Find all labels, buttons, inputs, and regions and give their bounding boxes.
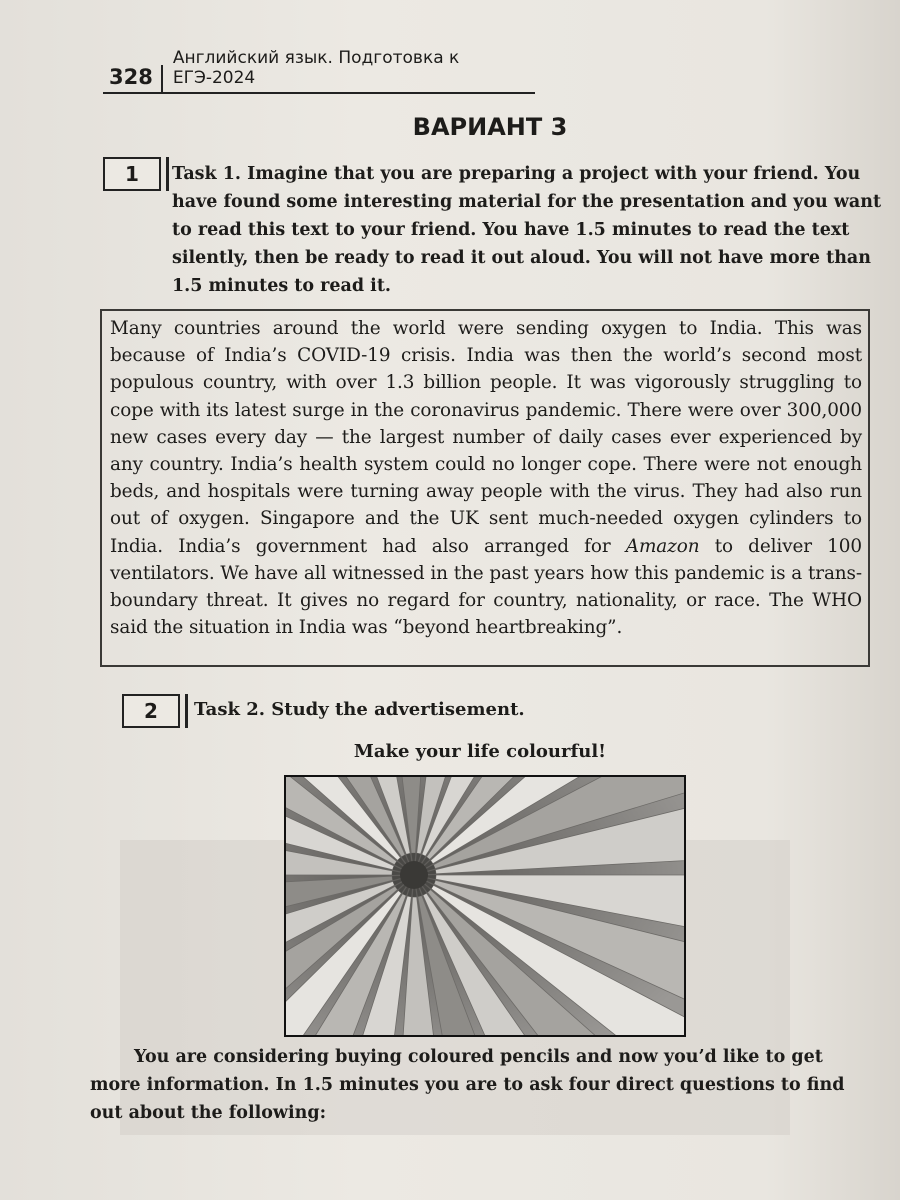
book-title: Английский язык. Подготовка к ЕГЭ-2024 [172, 48, 460, 88]
task-1-instruction: Task 1. Imagine that you are preparing a project with your friend. You have found some interesting material for the presentation and you want to read this text to your friend. You have 1.5 minutes to read the text silently, then be ready to read it out aloud. You will not have more than 1.5 minutes to read it. [172, 164, 882, 296]
task-2-number: 2 [122, 694, 180, 728]
page-number: 328 [103, 65, 163, 92]
amazon-italic: Amazon [625, 535, 700, 557]
task-2-followup: You are considering buying coloured pencils and now you’d like to get more information. In 1.5 minutes you are to ask four direct questions to find out about the following: [90, 1047, 845, 1123]
variant-title: ВАРИАНТ 3 [412, 113, 568, 141]
task-2-instruction: Task 2. Study the advertisement. [194, 699, 525, 720]
reading-text-box [100, 309, 870, 667]
advertisement-title: Make your life colourful! [353, 741, 607, 762]
colored-pencils-photo-icon [284, 775, 686, 1037]
reading-text: Many countries around the world were sending oxygen to India. This was because of India’s COVID-19 crisis. India was then the world’s second most populous country, with over 1.3 billion people. It was vigorously struggling to cope with its latest surge in the coronavirus pandemic. There were over 300,000 new cases every day — the largest number of daily cases ever experienced by any country. India’s health system could no longer cope. There were not enough beds, and hospitals were turning away people with the virus. They had also run out of oxygen. Singapore and the UK sent much-needed oxygen cylinders to India. India’s government had also arranged for Amazon to deliver 100 ventilators. We have all witnessed in the past years how this pandemic is a trans-boundary threat. It gives no regard for country, nationality, or race. The WHO said the situation in India was “beyond heartbreaking”. [110, 318, 862, 639]
task-1-number: 1 [103, 157, 161, 191]
page-header [103, 48, 535, 94]
